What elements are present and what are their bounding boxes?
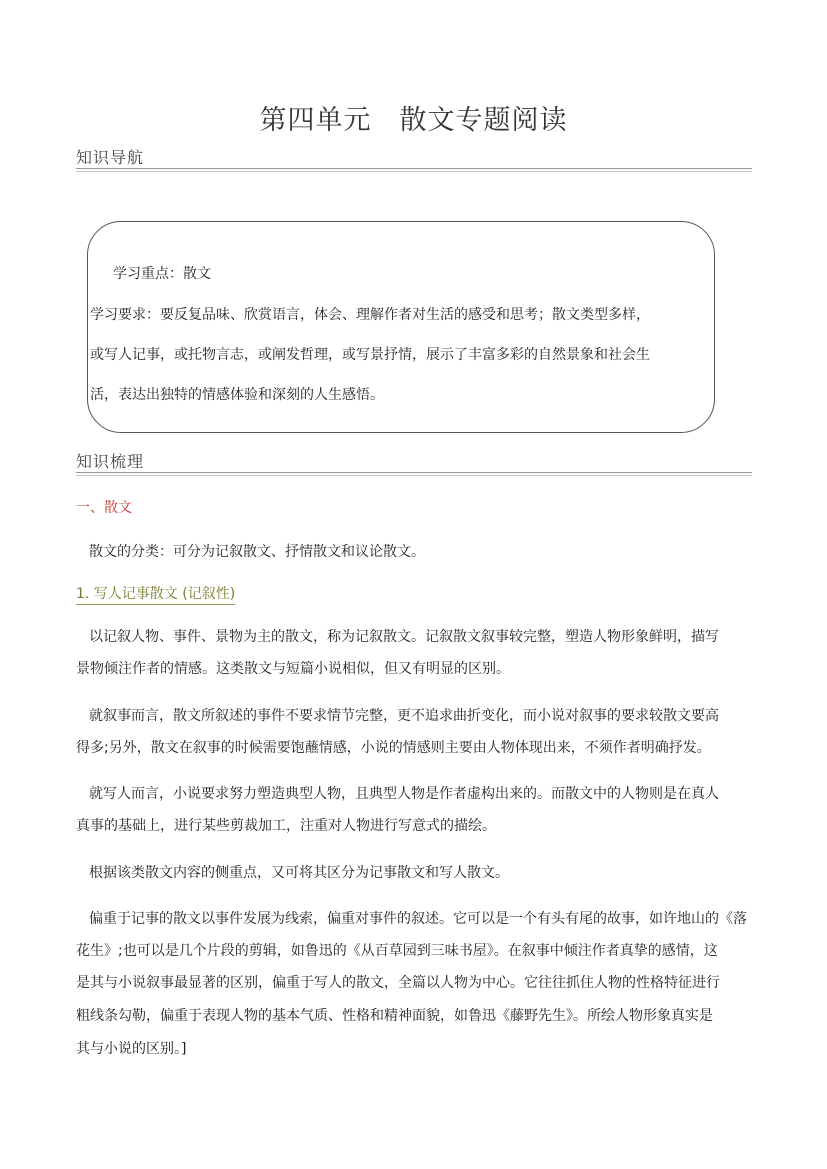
paragraph-line: 是其与小说叙事最显著的区别，偏重于写人的散文，全篇以人物为中心。它往往抓住人物的性格特征进行 [76,975,720,991]
divider [76,472,752,473]
paragraph-line: 粗线条勾勒，偏重于表现人物的基本气质、性格和精神面貌，如鲁迅《藤野先生》。所绘人物形象真实是 [76,1008,713,1024]
learning-focus: 学习重点：散文 [113,266,211,282]
section-header-label: 知识梳理 [76,452,145,471]
divider [76,475,752,476]
paragraph-line: 根据该类散文内容的侧重点，又可将其区分为记事散文和写人散文。 [89,865,509,881]
learning-requirements-line: 或写人记事，或托物言志，或阐发哲理，或写景抒情，展示了丰富多彩的自然景象和社会生 [90,347,650,363]
paragraph-line: 就写人而言，小说要求努力塑造典型人物，且典型人物是作者虚构出来的。而散文中的人物则是在真人 [89,786,719,802]
paragraph-line: 以记叙人物、事件、景物为主的散文，称为记叙散文。记叙散文叙事较完整，塑造人物形象鲜明，描写 [89,629,719,645]
paragraph-line: 花生》;也可以是几个片段的剪辑，如鲁迅的《从百草园到三味书屋》。在叙事中倾注作者真挚的感情，这 [76,943,718,959]
paragraph-line: 景物倾注作者的情感。这类散文与短篇小说相似，但又有明显的区别。 [76,661,510,677]
learning-requirements-line: 学习要求：要反复品味、欣赏语言，体会、理解作者对生活的感受和思考；散文类型多样， [90,307,650,323]
paragraph-line: 就叙事而言，散文所叙述的事件不要求情节完整，更不追求曲折变化，而小说对叙事的要求较散文要高 [89,708,719,724]
section-heading: 一、散文 [76,500,132,516]
section-header-review [76,452,752,474]
paragraph-line: 偏重于记事的散文以事件发展为线索，偏重对事件的叙述。它可以是一个有头有尾的故事，如许地山的《落 [89,911,747,927]
page-title: 第四单元 散文专题阅读 [259,105,568,136]
divider [76,168,752,169]
section-header-nav [76,148,752,170]
classification-text: 散文的分类：可分为记叙散文、抒情散文和议论散文。 [89,544,425,560]
divider [76,171,752,172]
paragraph-line: 其与小说的区别。] [76,1041,187,1057]
paragraph-line: 真事的基础上，进行某些剪裁加工，注重对人物进行写意式的描绘。 [76,818,496,834]
learning-requirements-line: 活，表达出独特的情感体验和深刻的人生感悟。 [90,387,384,403]
paragraph-line: 得多;另外，散文在叙事的时候需要饱蘸情感，小说的情感则主要由人物体现出来，不须作者明确抒发。 [76,740,711,756]
section-header-label: 知识导航 [76,148,145,167]
subsection-heading: 1. 写人记事散文 (记叙性) [76,583,235,605]
